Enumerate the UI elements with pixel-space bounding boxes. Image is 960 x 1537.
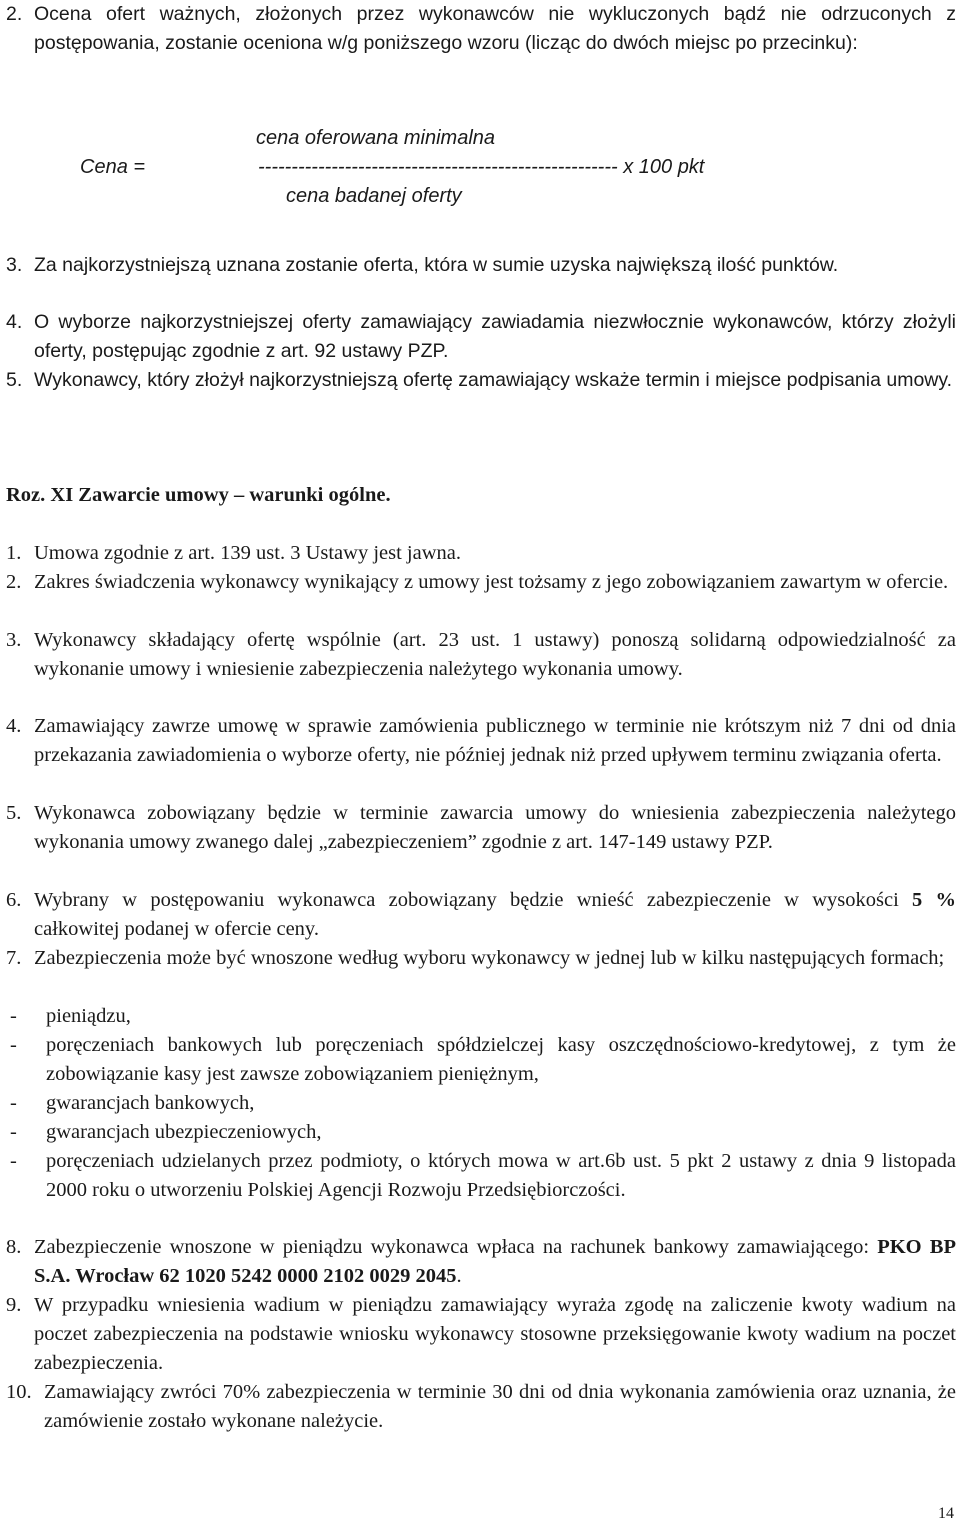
- item-text-part: .: [456, 1264, 462, 1287]
- item-text: Wykonawcy składający ofertę wspólnie (art. 23 ust. 1 ustawy) ponoszą solidarną odpowiedzialność za wykonanie umowy i wniesienie zabezpieczenia należytego wykonania umowy.: [34, 629, 956, 680]
- item-number: 1.: [6, 542, 22, 564]
- item-text: Zamawiający zawrze umowę w sprawie zamówienia publicznego w terminie nie krótszym niż 7 dni od dnia przekazania zawiadomienia o wyborze oferty, nie później jednak niż przed upływem terminu związania oferta.: [34, 715, 956, 766]
- item-text: gwarancjach ubezpieczeniowych,: [46, 1121, 322, 1143]
- item-number: 6.: [6, 889, 22, 911]
- item-number: 10.: [6, 1381, 32, 1403]
- page-number: 14: [938, 1505, 954, 1523]
- item-text-part: całkowitej podanej w ofercie ceny.: [34, 917, 319, 940]
- section-item-8: [6, 1233, 956, 1291]
- item-text: gwarancjach bankowych,: [46, 1092, 255, 1114]
- section-item-10: [6, 1378, 956, 1436]
- list-item-2: [6, 0, 956, 58]
- dash-marker: -: [10, 1121, 17, 1143]
- item-text: [34, 886, 956, 944]
- formula-line: ------------------------------------------------------ x 100 pkt: [258, 156, 705, 178]
- section-item-7: [6, 944, 956, 973]
- item-text: Za najkorzystniejszą uznana zostanie oferta, która w sumie uzyska największą ilość punktów.: [34, 254, 839, 276]
- item-text: [34, 1233, 956, 1291]
- dash-item: [10, 1031, 956, 1089]
- list-item-4: [6, 308, 956, 366]
- item-text: Ocena ofert ważnych, złożonych przez wykonawców nie wykluczonych bądź nie odrzuconych z postępowania, zostanie oceniona w/g poniższego wzoru (licząc do dwóch miejsc po przecinku):: [34, 3, 956, 54]
- item-text-part: Wybrany w postępowaniu wykonawca zobowiązany będzie wnieść zabezpieczenie w wysokości: [34, 889, 913, 911]
- dash-item: [10, 1118, 956, 1147]
- section-heading: Roz. XI Zawarcie umowy – warunki ogólne.: [6, 484, 391, 506]
- item-number: 5.: [6, 802, 22, 824]
- item-text: Zabezpieczenia może być wnoszone według wyboru wykonawcy w jednej lub w kilku następujących formach;: [34, 947, 945, 969]
- dash-marker: -: [10, 1092, 17, 1114]
- item-text: W przypadku wniesienia wadium w pieniądzu zamawiający wyraża zgodę na zaliczenie kwoty wadium na poczet zabezpieczenia na podstawie wniosku wykonawcy stosowne przeksięgowanie kwoty wadium na poczet zabezpieczenia.: [34, 1294, 956, 1374]
- formula-numerator: cena oferowana minimalna: [256, 127, 496, 149]
- item-text-part: Zabezpieczenie wnoszone w pieniądzu wykonawca wpłaca na rachunek bankowy zamawiającego:: [34, 1236, 878, 1258]
- item-text: pieniądzu,: [46, 1005, 131, 1027]
- item-text: Umowa zgodnie z art. 139 ust. 3 Ustawy jest jawna.: [34, 542, 461, 564]
- formula-label: Cena =: [80, 156, 146, 178]
- section-item-9: [6, 1291, 956, 1377]
- dash-item: [10, 1089, 956, 1118]
- item-text: Zakres świadczenia wykonawcy wynikający z umowy jest tożsamy z jego zobowiązaniem zawartym w ofercie.: [34, 571, 949, 593]
- section-item-4: [6, 712, 956, 770]
- item-number: 9.: [6, 1294, 22, 1316]
- section-item-3: [6, 626, 956, 684]
- item-number: 3.: [6, 254, 23, 276]
- dash-item: [10, 1002, 956, 1031]
- item-text: poręczeniach udzielanych przez podmioty, o których mowa w art.6b ust. 5 pkt 2 ustawy z dnia 9 listopada 2000 roku o utworzeniu Polskiej Agencji Rozwoju Przedsiębiorczości.: [46, 1150, 956, 1201]
- list-item-5: [6, 366, 956, 395]
- item-number: 5.: [6, 369, 23, 391]
- bold-percentage: 5 %: [912, 889, 957, 911]
- list-item-3: [6, 251, 956, 280]
- bank-account: PKO BP S.A. Wrocław 62 1020 5242 0000 2102 0029 2045: [34, 1236, 956, 1287]
- item-number: 8.: [6, 1236, 22, 1258]
- item-text: Wykonawcy, który złożył najkorzystniejszą ofertę zamawiający wskaże termin i miejsce podpisania umowy.: [34, 369, 953, 391]
- section-item-2: [6, 568, 956, 597]
- item-number: 2.: [6, 3, 23, 25]
- section-item-6: [6, 886, 956, 944]
- item-number: 2.: [6, 571, 22, 593]
- dash-marker: -: [10, 1150, 17, 1172]
- item-text: O wyborze najkorzystniejszej oferty zamawiający zawiadamia niezwłocznie wykonawców, którzy złożyli oferty, postępując zgodnie z art. 92 ustawy PZP.: [34, 311, 956, 362]
- item-number: 4.: [6, 715, 22, 737]
- dash-marker: -: [10, 1005, 17, 1027]
- item-text: Zamawiający zwróci 70% zabezpieczenia w terminie 30 dni od dnia wykonania zamówienia oraz uznania, że zamówienie zostało wykonane należycie.: [44, 1381, 956, 1432]
- dash-marker: -: [10, 1034, 17, 1056]
- item-number: 3.: [6, 629, 22, 651]
- item-number: 7.: [6, 947, 22, 969]
- formula-denominator: cena badanej oferty: [286, 185, 462, 207]
- item-text: Wykonawca zobowiązany będzie w terminie zawarcia umowy do wniesienia zabezpieczenia należytego wykonania umowy zwanego dalej „zabezpieczeniem” zgodnie z art. 147-149 ustawy PZP.: [34, 802, 956, 853]
- section-item-1: [6, 539, 956, 568]
- item-text: poręczeniach bankowych lub poręczeniach spółdzielczej kasy oszczędnościowo-kredytowej, z tym że zobowiązanie kasy jest zawsze zobowiązaniem pieniężnym,: [46, 1034, 956, 1085]
- dash-item: [10, 1147, 956, 1205]
- item-number: 4.: [6, 311, 23, 333]
- section-item-5: [6, 799, 956, 857]
